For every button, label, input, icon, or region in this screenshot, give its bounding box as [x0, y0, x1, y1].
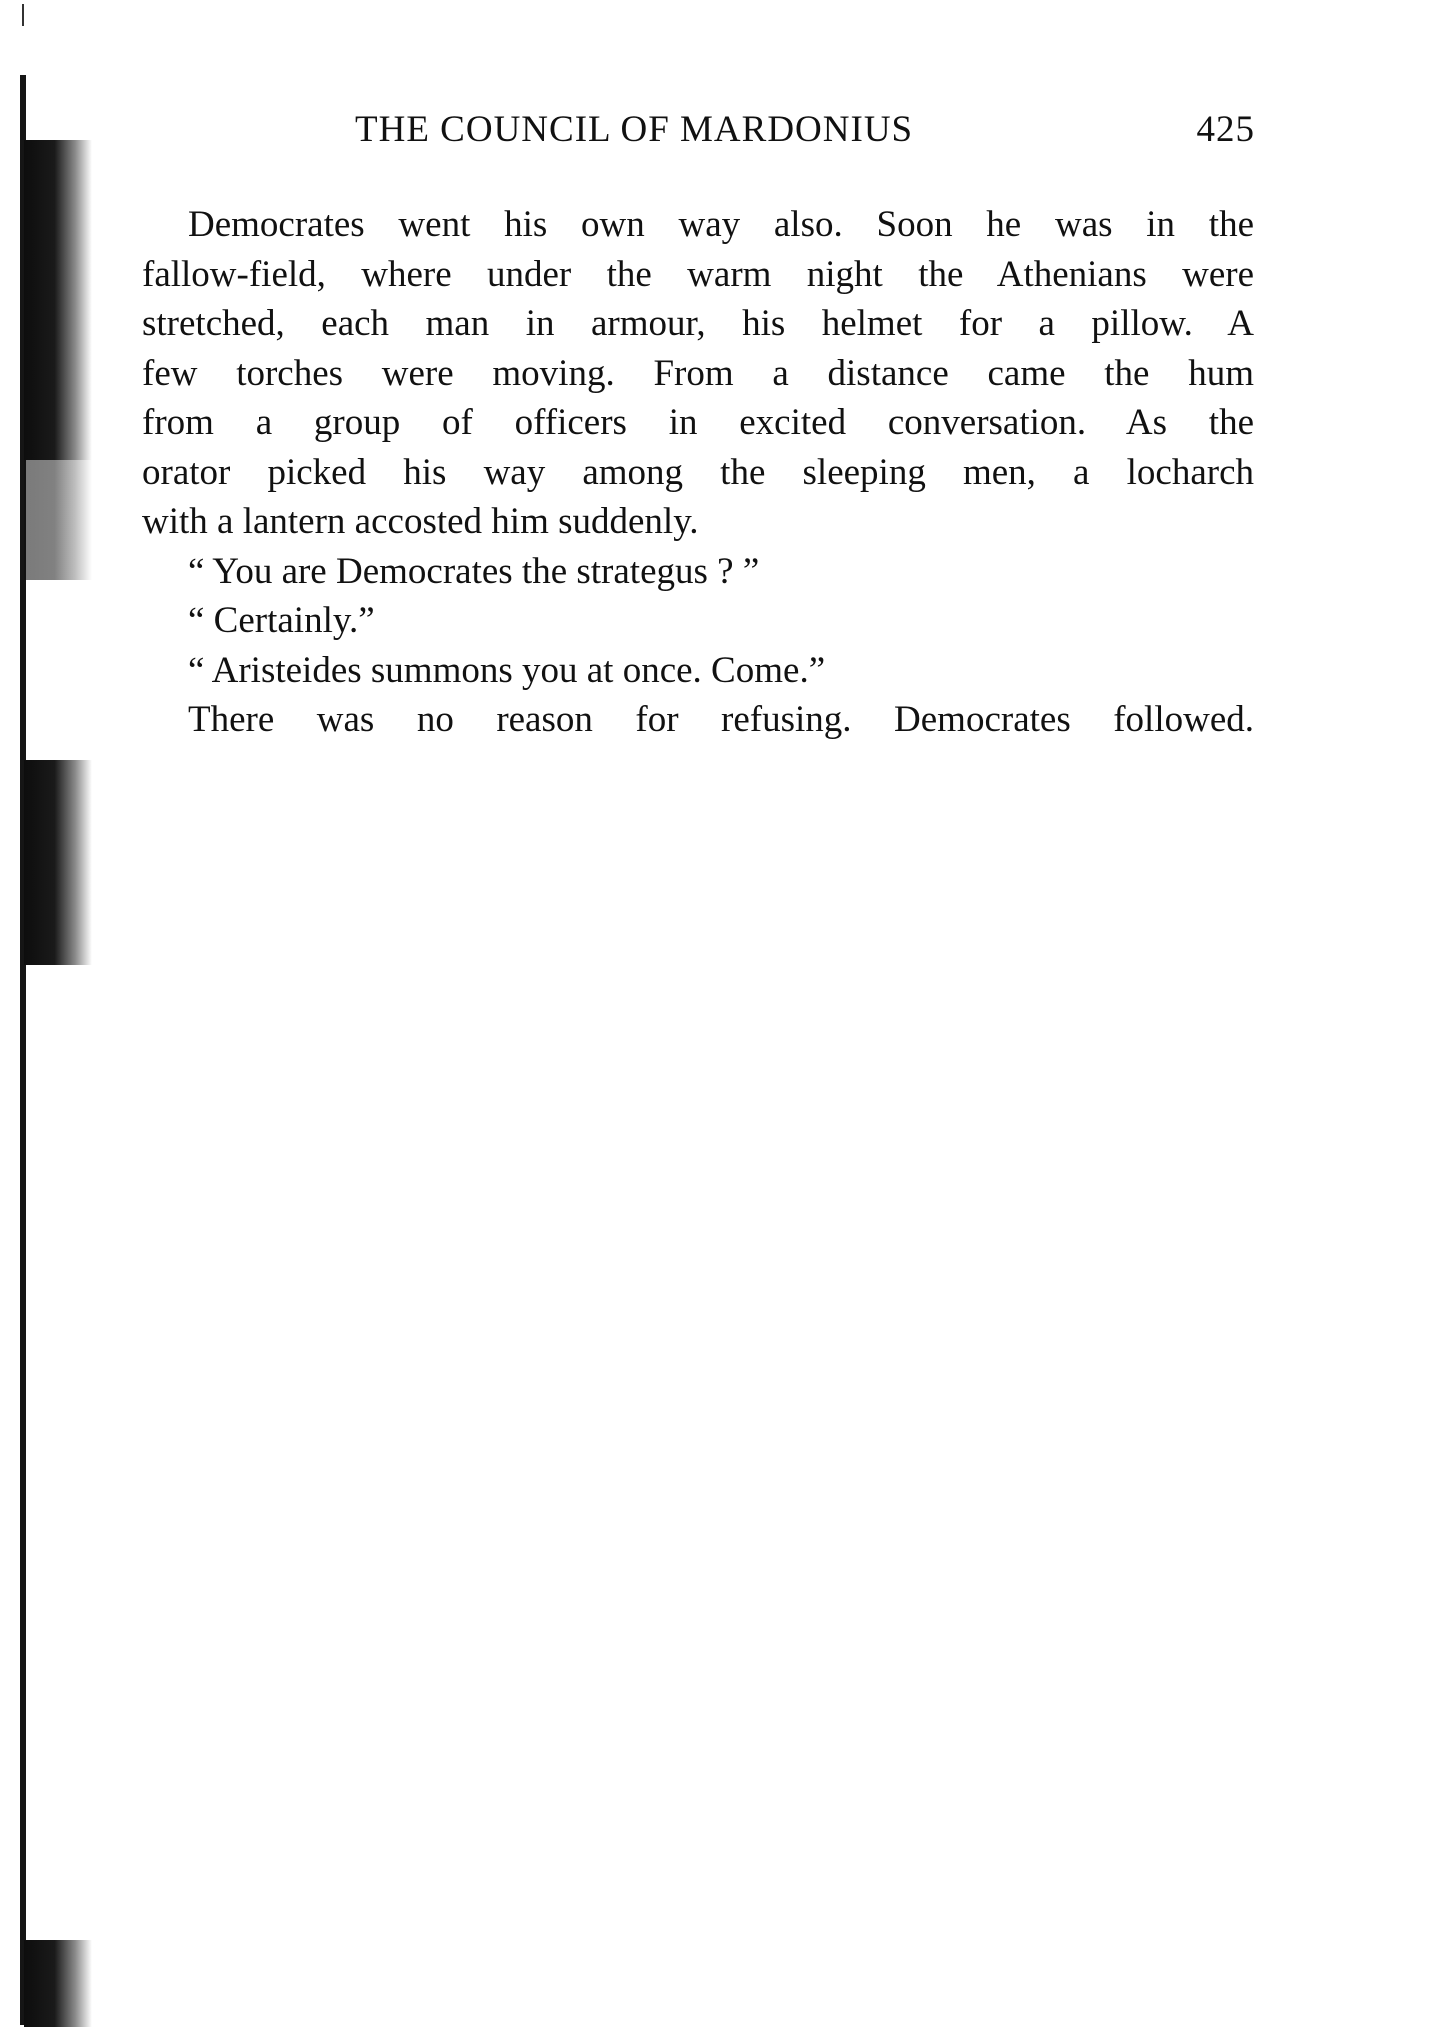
dialogue-line — [142, 547, 1254, 597]
page-number: 425 — [1196, 109, 1255, 150]
text-line: “ Aristeides summons you at once. Come.” — [188, 649, 826, 691]
text-line: stretched, each man in armour, his helmet for a pillow. A — [142, 303, 1254, 344]
paragraph — [142, 695, 1254, 745]
text-line: “ You are Democrates the strategus ? ” — [188, 550, 760, 592]
dialogue-line — [142, 596, 1254, 646]
text-line: from a group of officers in excited conversation. As the — [142, 402, 1254, 443]
binding-shadow — [24, 140, 92, 460]
paragraph — [142, 200, 1254, 547]
binding-mark — [22, 4, 24, 26]
running-title: THE COUNCIL OF MARDONIUS — [355, 109, 914, 150]
binding-shadow — [24, 760, 92, 965]
text-line: few torches were moving. From a distance came the hum — [142, 352, 1254, 394]
text-line: “ Certainly.” — [188, 600, 375, 641]
dialogue-line — [142, 646, 1254, 696]
body-text — [142, 200, 1254, 745]
text-line: orator picked his way among the sleeping men, a locharch — [142, 451, 1254, 493]
binding-shadow — [24, 1940, 92, 2027]
text-line: Democrates went his own way also. Soon he was in the — [188, 204, 1254, 245]
binding-shadow — [24, 460, 92, 580]
text-line: with a lantern accosted him suddenly. — [142, 501, 699, 542]
running-header — [140, 108, 1255, 158]
text-line: fallow-field, where under the warm night the Athenians were — [142, 253, 1254, 295]
text-line: There was no reason for refusing. Democrates followed. — [188, 699, 1254, 740]
